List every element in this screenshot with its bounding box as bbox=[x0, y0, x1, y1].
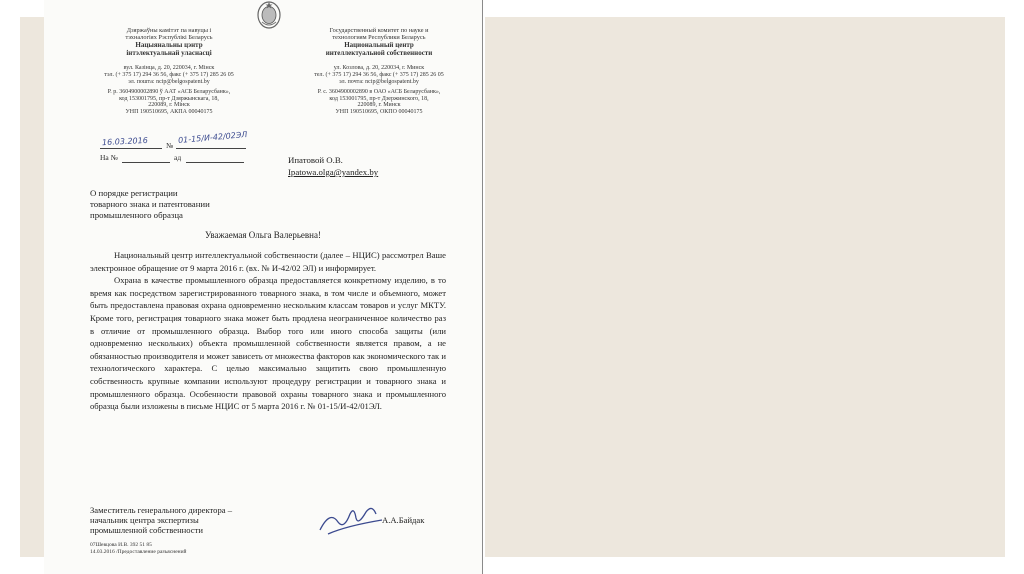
letter-body bbox=[90, 249, 446, 413]
body-paragraph: Национальный центр интеллектуальной собственности (далее – НЦИС) рассмотрел Ваше электронное обращение от 9 марта 2016 г. (вх. № И-42/02 ЭЛ) и информирует. bbox=[90, 250, 446, 273]
org-line: Государственный комитет по науке и bbox=[329, 27, 429, 34]
state-emblem-icon bbox=[256, 0, 282, 30]
center-line: Национальный центр bbox=[344, 40, 414, 49]
recipient-name: Ипатовой О.В. bbox=[288, 155, 343, 165]
signature-title-line: промышленной собственности bbox=[90, 525, 203, 535]
subject-line: товарного знака и патентовании bbox=[90, 199, 210, 209]
bank-line: 220089, г. Мінск bbox=[148, 102, 190, 109]
address-line: вул. Казінца, д. 20, 220034, г. Мінск bbox=[123, 65, 215, 72]
org-line: тэхналогіях Рэспублікі Беларусь bbox=[125, 34, 213, 42]
org-line: технологиям Республики Беларусь bbox=[332, 34, 426, 42]
center-line: Нацыянальны цэнтр bbox=[135, 40, 203, 49]
from-label: ад bbox=[174, 153, 182, 162]
center-line: интеллектуальной собственности bbox=[325, 48, 433, 57]
signatory-name: А.А.Байдак bbox=[382, 515, 425, 525]
subject-line: промышленного образца bbox=[90, 210, 183, 220]
date-underline bbox=[100, 148, 162, 149]
signature-title bbox=[90, 505, 232, 535]
email-line: эл. почта: ncip@belgospatent.by bbox=[339, 79, 419, 85]
reply-label: На № bbox=[100, 153, 118, 162]
ids-line: УНП 190510695, АКПА 00040175 bbox=[125, 109, 213, 116]
subject-block bbox=[90, 188, 210, 221]
subject-line: О порядке регистрации bbox=[90, 188, 178, 198]
bank-line: Р. с. 3604900002890 в ОАО «АСБ Беларусбанк», bbox=[317, 88, 441, 95]
salutation: Уважаемая Ольга Валерьевна! bbox=[205, 230, 321, 240]
slide-background-right bbox=[485, 17, 1005, 557]
signature-title-line: Заместитель генерального директора – bbox=[90, 505, 233, 515]
scanned-letter bbox=[44, 0, 483, 574]
body-paragraph: Охрана в качестве промышленного образца предоставляется конкретному изделию, в то время как посредством зарегистрированного товарного знака, в том числе и объемного, может быть предоставлена правовая охрана одновременно нескольким классам товаров и услуг МКТУ. Кроме того, регистрация товарного знака может быть продлена неограниченное количество раз в отличие от промышленного образца. Выбор того или иного способа защиты (или одновременно нескольких) объекта промышленной собственности является правом, а не обязанностью производителя и может зависеть от множества факторов как экономического так и технологического характера. С целью максимально защитить свою промышленную собственность крупные компании используют процедуру регистрации и товарного знака и промышленного образца. Особенности правовой охраны товарного знака и промышленного образца были изложены в письме НЦИС от 5 марта 2016 г. № 01-15/И-42/01ЭЛ. bbox=[90, 275, 446, 412]
footer-executor: 07Шевцова И.В. 392 51 85 bbox=[90, 542, 152, 548]
recipient-block bbox=[288, 154, 378, 178]
signature-title-line: начальник центра экспертизы bbox=[90, 515, 199, 525]
ids-line: УНП 190510695, ОКПО 00040175 bbox=[335, 109, 423, 116]
from-underline bbox=[186, 162, 244, 163]
reply-underline bbox=[122, 162, 170, 163]
handwritten-number: 01-15/И-42/02ЭЛ bbox=[177, 129, 248, 146]
handwritten-date: 16.03.2016 bbox=[101, 135, 149, 148]
recipient-email: Ipatowa.olga@yandex.by bbox=[288, 167, 379, 177]
number-label: № bbox=[166, 141, 174, 150]
bank-line: Р. р. 3604900002890 ў ААТ «АСБ Беларусбанк», bbox=[107, 88, 231, 95]
number-underline bbox=[176, 148, 246, 149]
center-line: інтэлектуальнай уласнасці bbox=[126, 48, 212, 57]
handwritten-signature-icon bbox=[316, 500, 386, 540]
phone-line: тэл. (+ 375 17) 294 36 56, факс (+ 375 17) 285 26 05 bbox=[104, 72, 234, 79]
bank-line: код 153001795, пр-т Дзяржынскага, 18, bbox=[119, 95, 219, 102]
bank-line: код 153001795, пр-т Дзержинского, 18, bbox=[329, 95, 429, 102]
address-line: ул. Козлова, д. 20, 220034, г. Минск bbox=[333, 65, 425, 72]
bank-line: 220089, г. Минск bbox=[357, 102, 401, 109]
org-line: Дзяржаўны камітэт па навуцы і bbox=[126, 27, 212, 34]
footer-block bbox=[90, 542, 187, 556]
email-line: эл. пошта: ncip@belgospatent.by bbox=[128, 79, 210, 85]
footer-date: 14.03.2016 /Предоставление разъяснений bbox=[90, 549, 187, 555]
letterhead-left bbox=[84, 27, 254, 116]
letterhead-right bbox=[294, 27, 464, 116]
phone-line: тел. (+ 375 17) 294 36 56, факс (+ 375 17) 285 26 05 bbox=[314, 72, 444, 79]
